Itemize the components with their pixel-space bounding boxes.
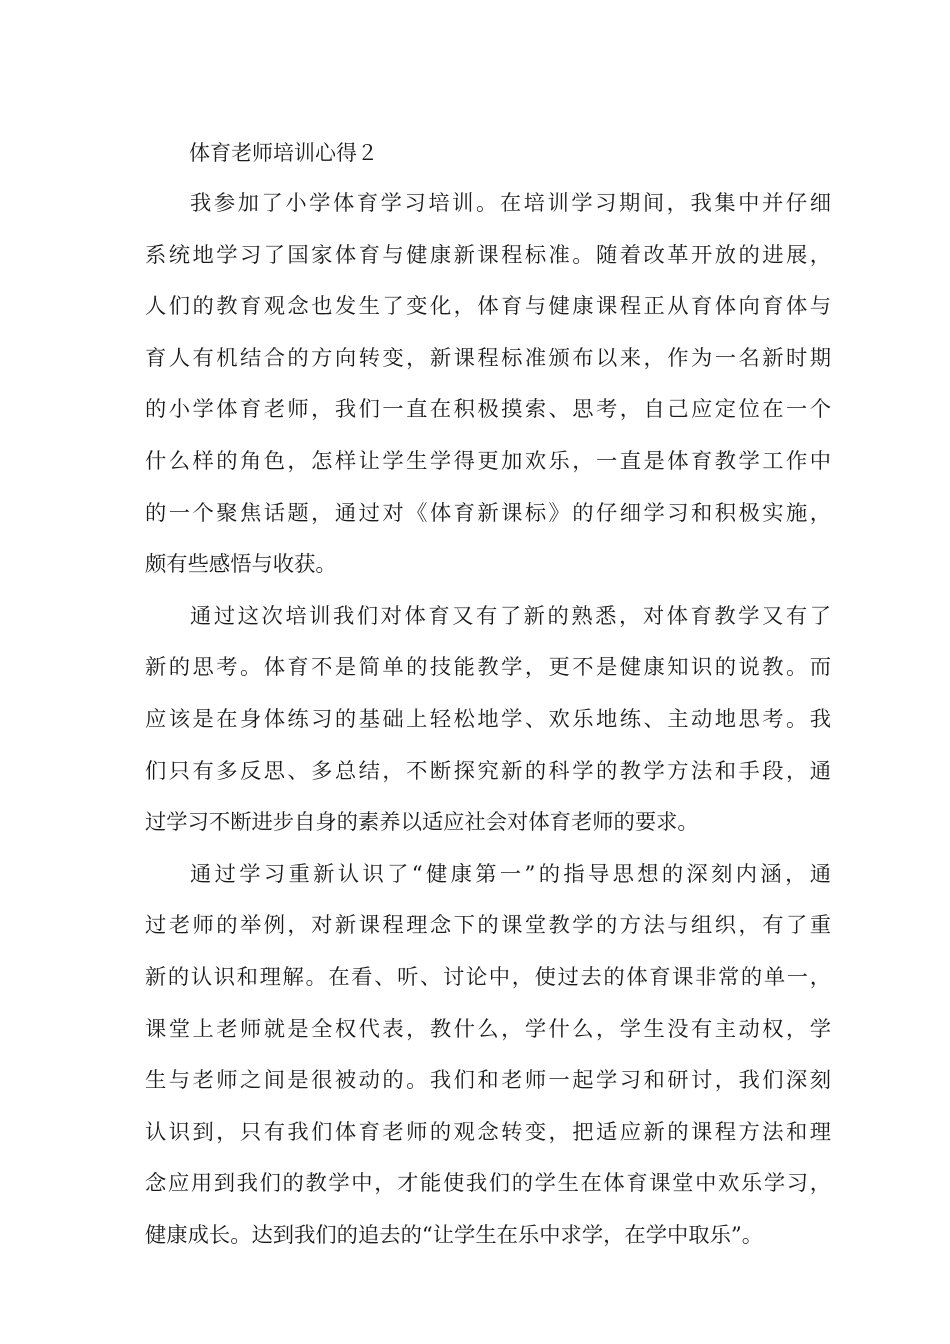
paragraph-line: 颇有些感悟与收获。 xyxy=(145,552,337,578)
paragraph-line: 人们的教育观念也发生了变化，体育与健康课程正从育体向育体与 xyxy=(145,294,831,320)
paragraph-line: 什么样的角色，怎样让学生学得更加欢乐，一直是体育教学工作中 xyxy=(145,448,831,474)
document-title: 体育老师培训心得２ xyxy=(189,141,378,165)
paragraph-line: 课堂上老师就是全权代表，教什么，学什么，学生没有主动权，学 xyxy=(145,1016,831,1042)
paragraph-line: 认识到，只有我们体育老师的观念转变，把适应新的课程方法和理 xyxy=(145,1119,831,1145)
paragraph-line: 们只有多反思、多总结，不断探究新的科学的教学方法和手段，通 xyxy=(145,758,831,784)
paragraph-line: 通过学习重新认识了“健康第一”的指导思想的深刻内涵，通 xyxy=(190,861,831,887)
paragraph-line: 系统地学习了国家体育与健康新课程标准。随着改革开放的进展， xyxy=(145,242,831,268)
paragraph-line: 生与老师之间是很被动的。我们和老师一起学习和研讨，我们深刻 xyxy=(145,1068,831,1094)
paragraph-line: 新的思考。体育不是简单的技能教学，更不是健康知识的说教。而 xyxy=(145,655,831,681)
paragraph-line: 的小学体育老师，我们一直在积极摸索、思考，自己应定位在一个 xyxy=(145,397,831,423)
paragraph-line: 我参加了小学体育学习培训。在培训学习期间，我集中并仔细 xyxy=(190,191,831,216)
paragraph-line: 新的认识和理解。在看、听、讨论中，使过去的体育课非常的单一， xyxy=(145,964,831,990)
paragraph-line: 的一个聚焦话题，通过对《体育新课标》的仔细学习和积极实施， xyxy=(145,500,831,526)
paragraph-3 xyxy=(145,849,831,1262)
paragraph-line: 健康成长。达到我们的追去的“让学生在乐中求学，在学中取乐”。 xyxy=(145,1222,764,1248)
paragraph-2 xyxy=(145,591,831,849)
document-page xyxy=(145,128,831,1261)
paragraph-line: 通过这次培训我们对体育又有了新的熟悉，对体育教学又有了 xyxy=(190,603,831,629)
paragraph-1 xyxy=(145,178,831,591)
paragraph-line: 应该是在身体练习的基础上轻松地学、欢乐地练、主动地思考。我 xyxy=(145,706,831,732)
paragraph-line: 过老师的举例，对新课程理念下的课堂教学的方法与组织，有了重 xyxy=(145,913,831,939)
paragraph-line: 念应用到我们的教学中，才能使我们的学生在体育课堂中欢乐学习， xyxy=(145,1171,831,1197)
paragraph-line: 过学习不断进步自身的素养以适应社会对体育老师的要求。 xyxy=(145,810,699,836)
paragraph-line: 育人有机结合的方向转变，新课程标准颁布以来，作为一名新时期 xyxy=(145,345,831,371)
